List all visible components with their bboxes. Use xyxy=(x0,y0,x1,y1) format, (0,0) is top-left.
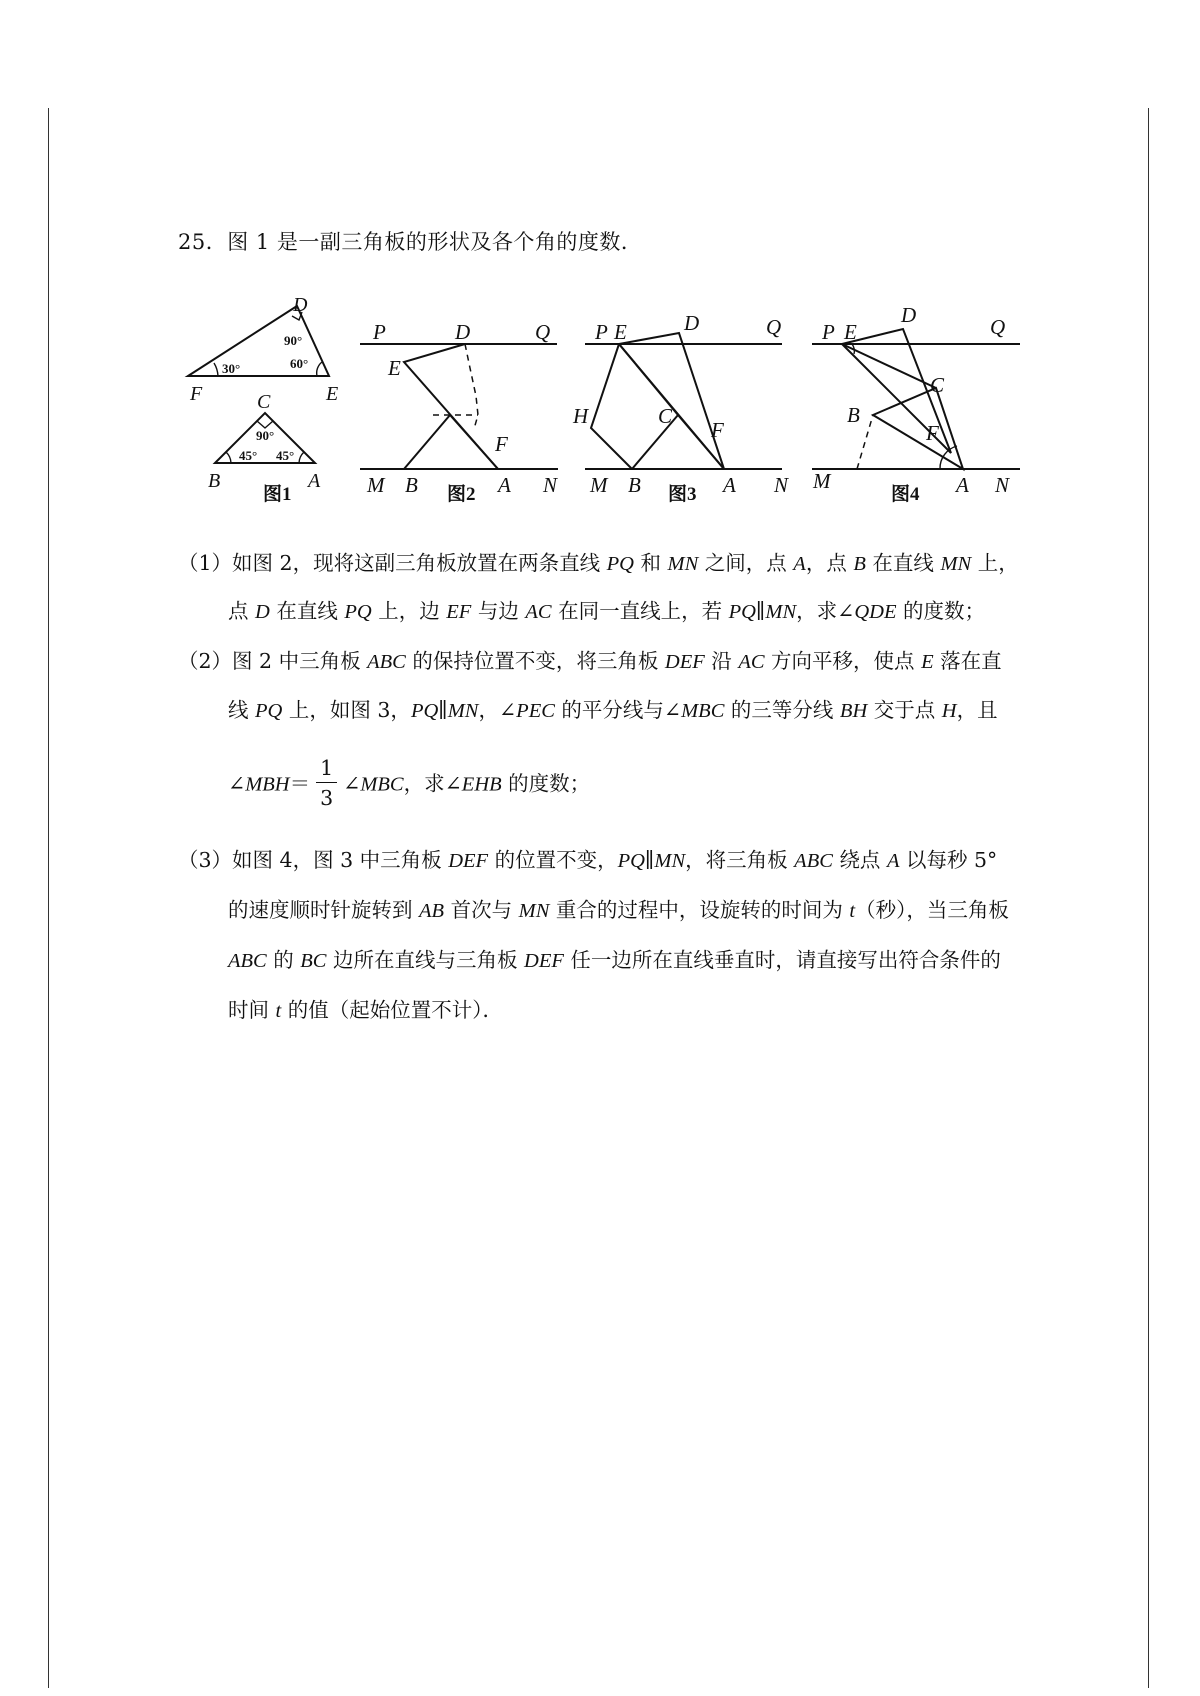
fig1-label-a: A xyxy=(308,470,321,492)
math-pec: PEC xyxy=(516,700,555,722)
fig3-label-q: Q xyxy=(766,315,782,339)
angle-arc-e xyxy=(317,362,322,376)
text: 的平分线与∠ xyxy=(554,698,682,722)
question-3-line-3 xyxy=(178,943,1088,973)
text: 的速度顺时针旋转到 xyxy=(228,898,420,922)
bisector-path-h xyxy=(591,344,632,469)
text: 和 xyxy=(633,551,668,575)
fig4-label-n: N xyxy=(995,473,1010,497)
math-abc: ABC xyxy=(794,850,833,872)
text: 的度数； xyxy=(896,599,986,623)
fig2-label-n: N xyxy=(543,473,558,497)
math-def: DEF xyxy=(664,651,705,673)
text: 点 xyxy=(228,599,256,623)
fig2-label-q: Q xyxy=(535,320,551,344)
math-ac: AC xyxy=(525,601,552,623)
fig2-label-f: F xyxy=(495,432,508,456)
fig2-caption: 图2 xyxy=(447,484,476,505)
equals-sign: ＝ xyxy=(289,771,311,796)
fig1-label-f: F xyxy=(190,383,203,405)
angle-arc-b xyxy=(226,452,231,463)
fig1-angle-c-90: 90° xyxy=(256,428,275,443)
text: ，∠ xyxy=(478,698,517,722)
text: （1）如图 2，现将这副三角板放置在两条直线 xyxy=(178,551,607,575)
text: ，点 xyxy=(805,551,854,575)
fig4-label-d: D xyxy=(901,303,917,327)
fig4-label-c: C xyxy=(930,373,945,397)
problem-title: 25．图 1 是一副三角板的形状及各个角的度数． xyxy=(178,230,643,254)
right-angle-mark-c xyxy=(257,421,273,428)
text: （2）图 2 中三角板 xyxy=(178,649,368,673)
fig3-label-c: C xyxy=(658,404,673,428)
fig3-label-f: F xyxy=(711,418,724,442)
fig3-label-d: D xyxy=(684,311,700,335)
fig4-label-b: B xyxy=(847,403,860,427)
fraction-one-third xyxy=(316,756,337,810)
math-mn: MN xyxy=(518,900,550,922)
math-mbc: MBC xyxy=(360,773,404,796)
question-2-line-1 xyxy=(178,644,1038,674)
fig3-label-b: B xyxy=(628,473,641,497)
text: ，且 xyxy=(956,698,998,722)
fig1-angle-b-45: 45° xyxy=(239,448,258,463)
text: ，求∠ xyxy=(796,599,855,623)
math-t: t xyxy=(275,1000,282,1022)
fraction-denominator: 3 xyxy=(320,786,334,810)
text: ，将三角板 xyxy=(685,848,795,872)
text: 沿 xyxy=(704,649,739,673)
text: 的三等分线 xyxy=(724,698,840,722)
fig1-label-d: D xyxy=(293,294,308,316)
text: 边所在直线与三角板 xyxy=(326,948,525,972)
fig4-label-p: P xyxy=(822,320,835,344)
math-def: DEF xyxy=(448,850,489,872)
text: 上，如图 3， xyxy=(282,698,411,722)
math-mn: MN xyxy=(940,553,972,575)
fig4-label-q: Q xyxy=(990,315,1006,339)
fig4-label-m: M xyxy=(813,469,831,493)
fraction-numerator: 1 xyxy=(316,756,337,783)
text: 时间 xyxy=(228,998,276,1022)
fig2-label-b: B xyxy=(405,473,418,497)
math-a: A xyxy=(886,850,900,872)
fig3-label-n: N xyxy=(774,473,789,497)
math-e: E xyxy=(921,651,934,673)
angle-arc-f xyxy=(214,363,218,376)
text: 的值（起始位置不计）． xyxy=(281,998,504,1022)
text: ，求∠ xyxy=(403,771,462,796)
math-parallel: PQ∥MN xyxy=(617,850,686,872)
fig2-label-a: A xyxy=(498,473,511,497)
question-3-line-2 xyxy=(178,893,1088,923)
text: 的位置不变， xyxy=(488,848,618,872)
math-mn: MN xyxy=(667,553,699,575)
math-parallel: PQ∥MN xyxy=(410,700,479,722)
fig4-caption: 图4 xyxy=(891,484,920,505)
math-h: H xyxy=(941,700,957,722)
triangle-abc-rotated xyxy=(873,388,963,469)
text: 线 xyxy=(228,698,256,722)
text: 的 xyxy=(266,948,301,972)
text: （3）如图 4，图 3 中三角板 xyxy=(178,848,449,872)
figure-3 xyxy=(585,333,782,469)
question-3-line-1 xyxy=(178,843,1038,873)
math-qde: QDE xyxy=(854,601,897,623)
fig3-label-e: E xyxy=(614,320,627,344)
text: 方向平移，使点 xyxy=(764,649,922,673)
math-ab: AB xyxy=(419,900,445,922)
fig2-label-m: M xyxy=(367,473,385,497)
text: 的保持位置不变，将三角板 xyxy=(405,649,665,673)
math-pq: PQ xyxy=(606,553,634,575)
question-1-line-1 xyxy=(178,546,1038,576)
text: 在同一直线上，若 xyxy=(551,599,729,623)
text: 上， xyxy=(971,551,1019,575)
fig1-angle-a-45: 45° xyxy=(276,448,295,463)
text: 以每秒 5° xyxy=(899,848,998,872)
fig1-angle-f-30: 30° xyxy=(222,361,241,376)
math-t: t xyxy=(849,900,856,922)
text: 的度数； xyxy=(501,771,591,796)
fig1-angle-d-90: 90° xyxy=(284,333,303,348)
fig1-label-c: C xyxy=(257,391,271,413)
text: 落在直 xyxy=(933,649,1002,673)
math-abc: ABC xyxy=(228,950,267,972)
math-b: B xyxy=(853,553,866,575)
angle-arc-a xyxy=(299,452,304,463)
fig3-label-m: M xyxy=(590,473,608,497)
fig1-caption: 图1 xyxy=(263,484,292,505)
text: 交于点 xyxy=(867,698,942,722)
fig3-caption: 图3 xyxy=(668,484,697,505)
text: 在直线 xyxy=(865,551,941,575)
triangle-def xyxy=(619,333,724,469)
math-pq: PQ xyxy=(255,700,283,722)
fig4-label-e: E xyxy=(844,320,857,344)
fig1-label-e: E xyxy=(326,383,339,405)
fig3-label-h: H xyxy=(573,404,589,428)
triangle-abc xyxy=(404,415,498,469)
text: ∠ xyxy=(228,771,246,796)
text: 在直线 xyxy=(269,599,345,623)
dashed-construction xyxy=(465,344,478,429)
text: 之间，点 xyxy=(698,551,794,575)
text: 重合的过程中，设旋转的时间为 xyxy=(549,898,850,922)
question-2-line-3 xyxy=(178,758,1088,812)
fig3-label-a: A xyxy=(723,473,736,497)
text: 与边 xyxy=(471,599,526,623)
fig2-label-e: E xyxy=(388,356,401,380)
triangle-def xyxy=(404,344,498,469)
fig4-label-f: F xyxy=(926,421,939,445)
rotation-arc xyxy=(940,446,957,469)
math-ac: AC xyxy=(738,651,765,673)
math-a: A xyxy=(793,553,806,575)
question-2-line-2 xyxy=(178,693,1088,723)
math-parallel: PQ∥MN xyxy=(728,601,797,623)
math-ehb: EHB xyxy=(461,773,502,796)
fig2-label-p: P xyxy=(373,320,386,344)
math-bh: BH xyxy=(839,700,868,722)
math-mbc: MBC xyxy=(681,700,725,722)
math-d: D xyxy=(255,601,270,623)
question-3-line-4 xyxy=(178,993,1088,1023)
figures-panel xyxy=(0,0,1200,540)
math-bc: BC xyxy=(300,950,327,972)
fig2-label-d: D xyxy=(455,320,471,344)
fig3-label-p: P xyxy=(595,320,608,344)
fig1-label-b: B xyxy=(208,470,221,492)
question-1-line-2 xyxy=(178,594,1088,624)
math-mbh: MBH xyxy=(245,773,290,796)
math-def: DEF xyxy=(524,950,564,972)
math-pq: PQ xyxy=(344,601,372,623)
text: ∠ xyxy=(343,771,361,796)
text: 绕点 xyxy=(832,848,887,872)
math-abc: ABC xyxy=(367,651,406,673)
text: 上，边 xyxy=(371,599,447,623)
text: （秒），当三角板 xyxy=(855,898,1009,922)
text: 首次与 xyxy=(444,898,519,922)
segment-ec xyxy=(842,344,936,388)
fig1-angle-e-60: 60° xyxy=(290,356,309,371)
text: 任一边所在直线垂直时，请直接写出符合条件的 xyxy=(563,948,1001,972)
math-ef: EF xyxy=(446,601,472,623)
fig4-label-a: A xyxy=(956,473,969,497)
figure-4 xyxy=(812,329,1020,469)
